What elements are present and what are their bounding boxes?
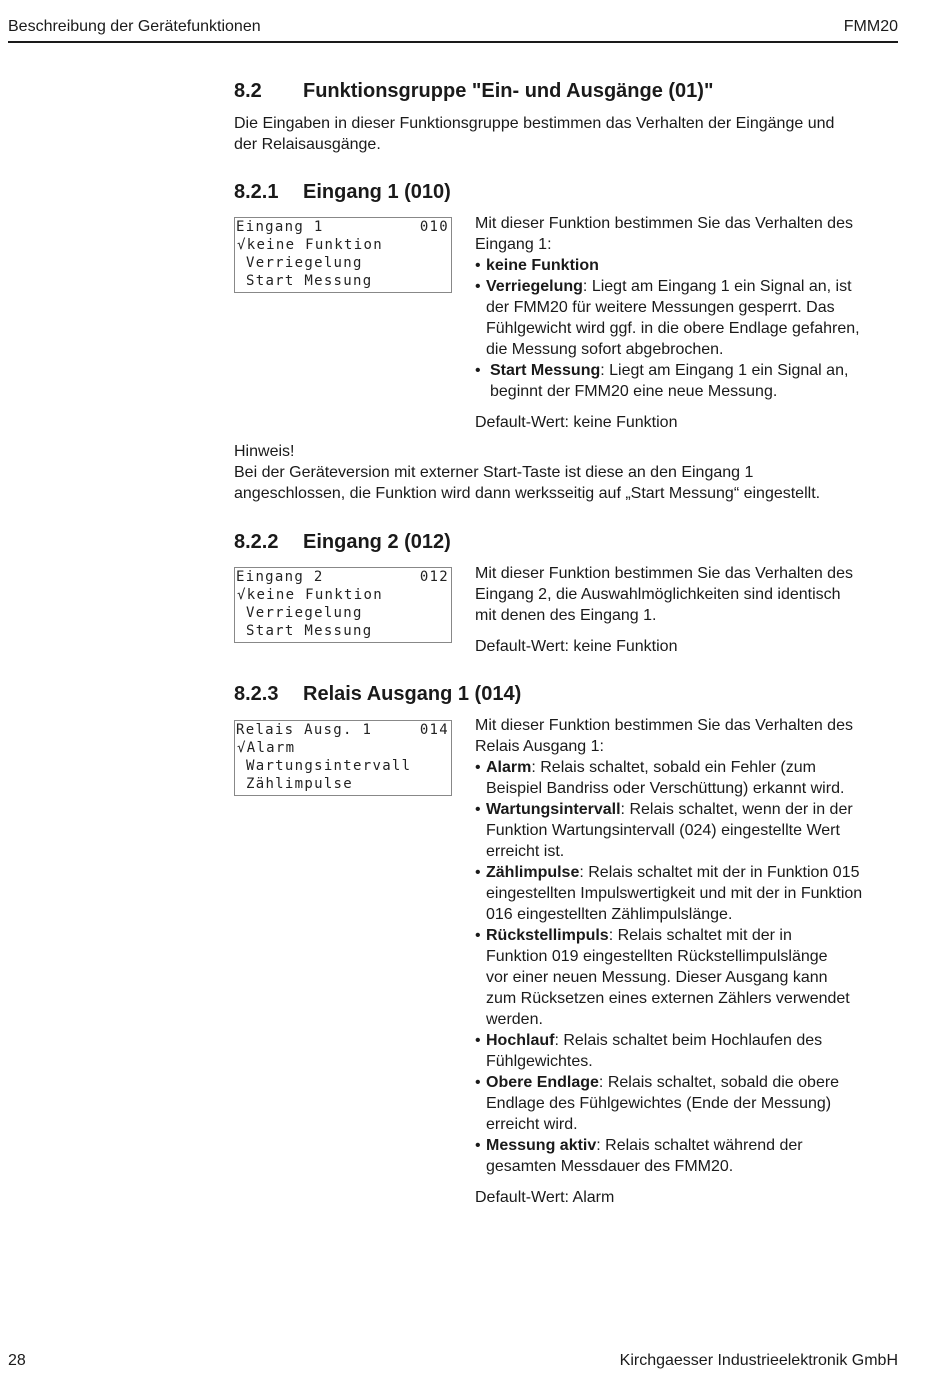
note-label: Hinweis! [234,443,295,460]
option-text: Fühlgewicht wird ggf. in die obere Endlage gefahren, [486,320,860,337]
option-text: 016 eingestellten Zählimpulslänge. [486,906,733,923]
list-item [475,1135,895,1177]
default-value: Default-Wert: keine Funktion [475,638,678,655]
option-text: Fühlgewichtes. [486,1053,593,1070]
lcd-display-eingang2 [234,567,452,643]
option-text: : Liegt am Eingang 1 ein Signal an, [600,362,849,379]
option-text: : Relais schaltet, wenn der in der [620,801,853,818]
description-line: Mit dieser Funktion bestimmen Sie das Verhalten des [475,565,853,582]
footer-company: Kirchgaesser Industrieelektronik GmbH [619,1352,898,1369]
option-name: Zählimpulse [486,864,580,881]
lcd-title: Eingang 1 [236,219,324,235]
option-text: vor einer neuen Messung. Dieser Ausgang kann [486,969,828,986]
header-document-title: Beschreibung der Gerätefunktionen [8,18,261,35]
lcd-code: 010 [419,219,449,235]
lcd-title: Eingang 2 [236,569,324,585]
default-value: Default-Wert: Alarm [475,1189,615,1206]
note-text: Bei der Geräteversion mit externer Start-Taste ist diese an den Eingang 1 [234,464,754,481]
option-text: gesamten Messdauer des FMM20. [486,1158,734,1175]
eingang1-option-list [475,255,895,402]
subsection-heading-eingang2 [234,530,894,554]
lcd-title: Relais Ausg. 1 [236,722,373,738]
subsection-number: 8.2.2 [234,531,279,553]
option-text: Funktion Wartungsintervall (024) eingestellte Wert [486,822,840,839]
section-title: Funktionsgruppe "Ein- und Ausgänge (01)" [303,80,714,102]
lcd-selected-option: √keine Funktion [237,587,383,603]
list-item [475,799,895,862]
list-item [475,276,895,360]
lcd-option: Verriegelung [246,605,363,621]
section-intro-line: der Relaisausgänge. [234,136,381,153]
list-item [475,1072,895,1135]
option-text: Funktion 019 eingestellten Rückstellimpulslänge [486,948,828,965]
option-name: Verriegelung [486,278,583,295]
section-number: 8.2 [234,80,262,102]
description-line: Mit dieser Funktion bestimmen Sie das Verhalten des [475,717,853,734]
option-name: keine Funktion [486,257,599,274]
subsection-title: Eingang 1 (010) [303,181,451,203]
option-text: beginnt der FMM20 eine neue Messung. [490,383,778,400]
list-item [475,1030,895,1072]
lcd-option: Start Messung [246,273,373,289]
subsection-heading-relais1 [234,682,894,706]
eingang1-description [475,213,895,433]
option-name: Wartungsintervall [486,801,621,818]
option-text: werden. [486,1011,543,1028]
header-product-name: FMM20 [843,18,898,35]
lcd-option: Verriegelung [246,255,363,271]
section-heading [234,79,894,103]
subsection-number: 8.2.3 [234,683,279,705]
header-divider [8,41,898,43]
subsection-title: Eingang 2 (012) [303,531,451,553]
list-item [475,255,895,276]
lcd-option: Zählimpulse [246,776,354,792]
option-text: : Relais schaltet beim Hochlaufen des [554,1032,823,1049]
subsection-heading-eingang1 [234,180,894,204]
option-text: : Liegt am Eingang 1 ein Signal an, ist [582,278,852,295]
eingang2-description [475,563,895,657]
relais1-option-list [475,757,895,1177]
section-intro [234,113,894,155]
subsection-title: Relais Ausgang 1 (014) [303,683,522,705]
note-text: angeschlossen, die Funktion wird dann werksseitig auf „Start Messung“ eingestellt. [234,485,821,502]
description-line: Mit dieser Funktion bestimmen Sie das Verhalten des [475,215,853,232]
option-name: Hochlauf [486,1032,555,1049]
option-text: : Relais schaltet während der [596,1137,803,1154]
description-line: mit denen des Eingang 1. [475,607,657,624]
option-text: die Messung sofort abgebrochen. [486,341,724,358]
option-text: : Relais schaltet mit der in [608,927,792,944]
lcd-selected-option: √Alarm [237,740,296,756]
option-name: Start Messung [490,362,601,379]
lcd-option: Start Messung [246,623,373,639]
option-text: : Relais schaltet, sobald die obere [598,1074,840,1091]
subsection-number: 8.2.1 [234,181,279,203]
section-intro-line: Die Eingaben in dieser Funktionsgruppe bestimmen das Verhalten der Eingänge und [234,115,835,132]
hinweis-note [234,441,894,504]
option-name: Obere Endlage [486,1074,599,1091]
option-name: Rückstellimpuls [486,927,609,944]
option-text: der FMM20 für weitere Messungen gesperrt. Das [486,299,835,316]
list-item [475,757,895,799]
option-text: : Relais schaltet, sobald ein Fehler (zum [531,759,816,776]
option-text: erreicht wird. [486,1116,578,1133]
description-line: Eingang 2, die Auswahlmöglichkeiten sind identisch [475,586,841,603]
option-text: Endlage des Fühlgewichtes (Ende der Messung) [486,1095,832,1112]
lcd-code: 012 [419,569,449,585]
list-item [475,360,895,402]
option-text: zum Rücksetzen eines externen Zählers verwendet [486,990,850,1007]
description-line: Eingang 1: [475,236,552,253]
option-text: eingestellten Impulswertigkeit und mit der in Funktion [486,885,863,902]
relais1-description [475,715,895,1208]
description-line: Relais Ausgang 1: [475,738,604,755]
page-number: 28 [8,1352,26,1369]
default-value: Default-Wert: keine Funktion [475,414,678,431]
option-text: : Relais schaltet mit der in Funktion 015 [579,864,860,881]
list-item [475,862,895,925]
option-name: Alarm [486,759,532,776]
option-text: Beispiel Bandriss oder Verschüttung) erkannt wird. [486,780,845,797]
lcd-option: Wartungsintervall [246,758,412,774]
list-item [475,925,895,1030]
option-name: Messung aktiv [486,1137,597,1154]
option-text: erreicht ist. [486,843,565,860]
lcd-code: 014 [419,722,449,738]
lcd-display-eingang1 [234,217,452,293]
lcd-display-relais1 [234,720,452,796]
lcd-selected-option: √keine Funktion [237,237,383,253]
